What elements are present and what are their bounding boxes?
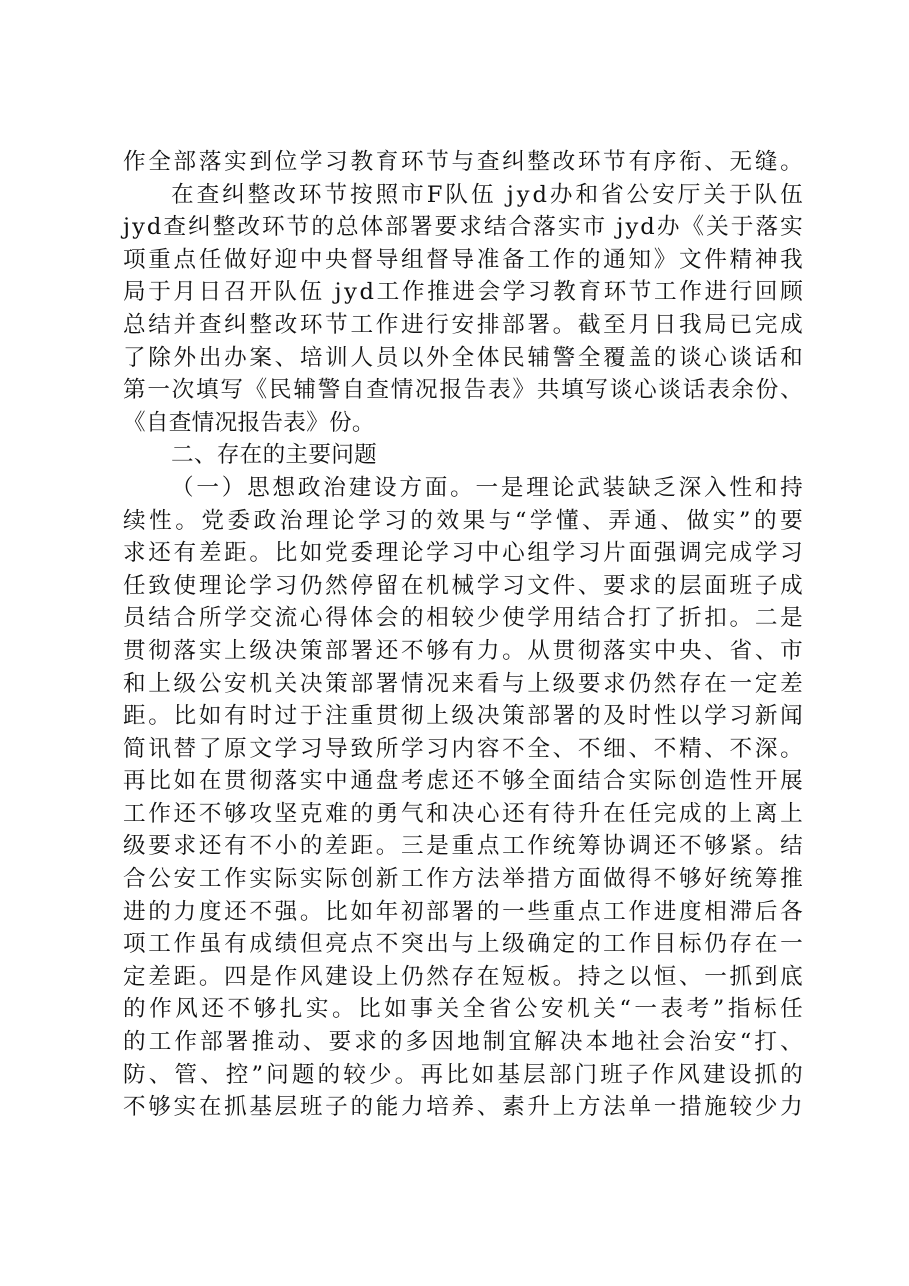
text-line: 第一次填写《民辅警自查情况报告表》共填写谈心谈话表余份、 (123, 377, 805, 404)
text-line: 续性。党委政治理论学习的效果与“学懂、弄通、做实”的要 (123, 507, 807, 534)
text-line: 了除外出办案、培训人员以外全体民辅警全覆盖的谈心谈话和 (123, 344, 806, 371)
text-line: 总结并查纠整改环节工作进行安排部署。截至月日我局已完成 (123, 311, 806, 338)
text-line: 工作还不够攻坚克难的勇气和决心还有待升在任完成的上离上 (123, 800, 806, 827)
text-line: （一）思想政治建设方面。一是理论武装缺乏深入性和持 (171, 474, 806, 501)
text-line: 在查纠整改环节按照市F队伍 jyd办和省公安厅关于队伍 (171, 181, 806, 208)
text-line: 级要求还有不小的差距。三是重点工作统筹协调还不够紧。结 (123, 833, 806, 860)
document-body (123, 146, 807, 1124)
text-line: 定差距。四是作风建设上仍然存在短板。持之以恒、一抓到底 (123, 963, 806, 990)
text-line: 合公安工作实际实际创新工作方法举措方面做得不够好统筹推 (123, 866, 806, 893)
text-line: 求还有差距。比如党委理论学习中心组学习片面强调完成学习 (123, 540, 806, 567)
text-line: 《自查情况报告表》份。 (123, 409, 375, 436)
text-line: 项工作虽有成绩但亮点不突出与上级确定的工作目标仍存在一 (123, 931, 806, 958)
text-line: 的工作部署推动、要求的多因地制宜解决本地社会治安“打、 (123, 1029, 806, 1056)
text-line: 任致使理论学习仍然停留在机械学习文件、要求的层面班子成 (123, 572, 806, 599)
text-line: 简讯替了原文学习导致所学习内容不全、不细、不精、不深。 (123, 735, 806, 762)
text-line: 进的力度还不强。比如年初部署的一些重点工作进度相滞后各 (123, 898, 806, 925)
text-line: 局于月日召开队伍 jyd工作推进会学习教育环节工作进行回顾 (123, 279, 806, 306)
text-line: 距。比如有时过于注重贯彻上级决策部署的及时性以学习新闻 (123, 703, 806, 730)
text-line: jyd查纠整改环节的总体部署要求结合落实市 jyd办《关于落实 (123, 214, 805, 241)
text-line: 贯彻落实上级决策部署还不够有力。从贯彻落实中央、省、市 (123, 637, 806, 664)
text-line: 项重点任做好迎中央督导组督导准备工作的通知》文件精神我 (123, 246, 806, 273)
text-line: 的作风还不够扎实。比如事关全省公安机关“一表考”指标任 (123, 996, 807, 1023)
text-line: 员结合所学交流心得体会的相较少使学用结合打了折扣。二是 (123, 605, 806, 632)
text-line: 和上级公安机关决策部署情况来看与上级要求仍然存在一定差 (123, 670, 806, 697)
text-line: 作全部落实到位学习教育环节与查纠整改环节有序衔、无缝。 (123, 149, 806, 175)
text-line: 防、管、控”问题的较少。再比如基层部门班子作风建设抓的 (123, 1061, 806, 1088)
text-line: 再比如在贯彻落实中通盘考虑还不够全面结合实际创造性开展 (123, 768, 806, 795)
section-heading: 二、存在的主要问题 (171, 442, 378, 469)
text-line: 不够实在抓基层班子的能力培养、素升上方法单一措施较少力 (123, 1094, 806, 1121)
